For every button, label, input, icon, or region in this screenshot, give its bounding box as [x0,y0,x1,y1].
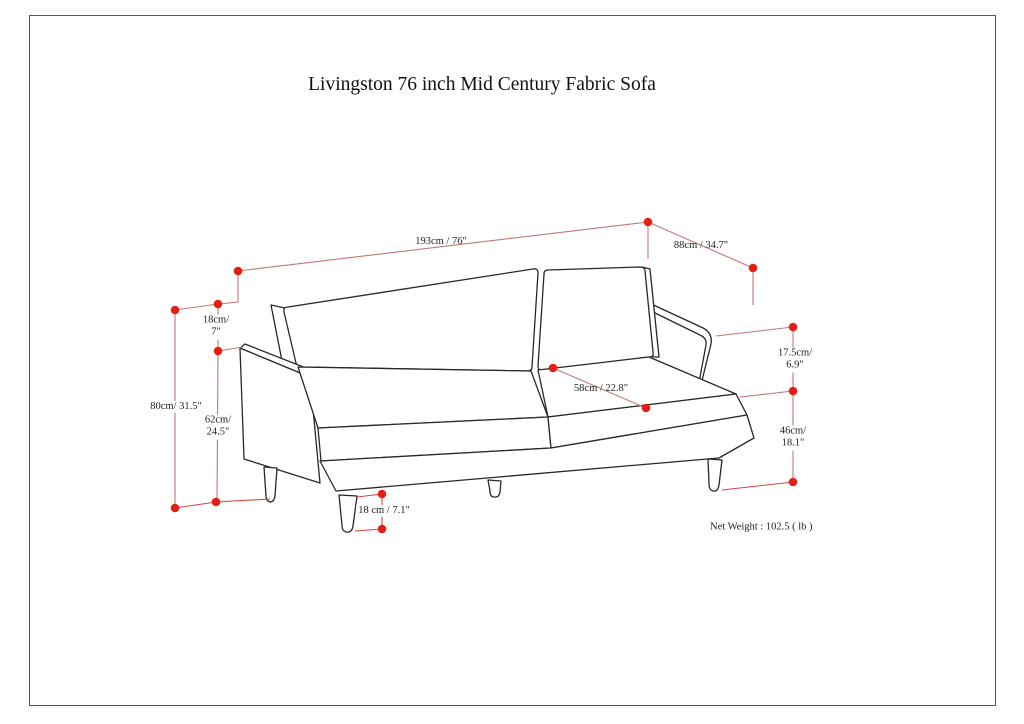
dimension-dot [378,490,387,499]
sofa-right-back-cushion [538,267,653,370]
sofa-left-back-cushion [284,269,538,371]
dim-label-seat-depth: 58cm / 22.8" [573,382,629,394]
sofa-leg-front-right [708,459,722,491]
dim-label-leg-height: 18 cm / 7.1" [358,504,410,516]
dim-label-seat-height: 46cm/ 18.1" [779,425,807,449]
dimension-dot [171,504,180,513]
sofa-leg-back-left [264,467,277,502]
dim-label-overall-height: 80cm/ 31.5" [150,400,202,412]
dimension-dot [644,218,653,227]
dim-connector [722,482,793,490]
dim-connector [740,391,793,397]
sofa-leg-front-left [339,495,357,532]
dim-connector [716,327,793,336]
dimension-dot [789,387,798,396]
dimension-dot [642,404,651,413]
dim-label-back-cushion-height: 17.5cm/ 6.9" [777,347,813,371]
dimension-dot [549,364,558,373]
dim-label-back-top-to-arm: 18cm/ 7" [202,314,230,338]
dim-floor-line [175,499,270,508]
dim-connector [219,271,238,304]
sofa-line-drawing [240,267,754,532]
dimension-dot [214,300,223,309]
dimension-dot [171,306,180,315]
dim-label-overall-width: 193cm / 76" [415,235,467,247]
dim-connector [175,304,218,310]
dim-label-arm-height: 62cm/ 24.5" [204,414,232,438]
dimension-dot [378,525,387,534]
net-weight-label: Net Weight : 102.5 ( lb ) [710,521,813,533]
dimension-dot [789,323,798,332]
dimension-dot [749,264,758,273]
dim-label-overall-depth: 88cm / 34.7" [673,239,729,251]
dimension-dot [214,347,223,356]
sofa-leg-middle [488,480,501,497]
dimension-dot [789,478,798,487]
dimension-dot [234,267,243,276]
dimension-dot [212,498,221,507]
product-title: Livingston 76 inch Mid Century Fabric Sofa [308,74,656,95]
